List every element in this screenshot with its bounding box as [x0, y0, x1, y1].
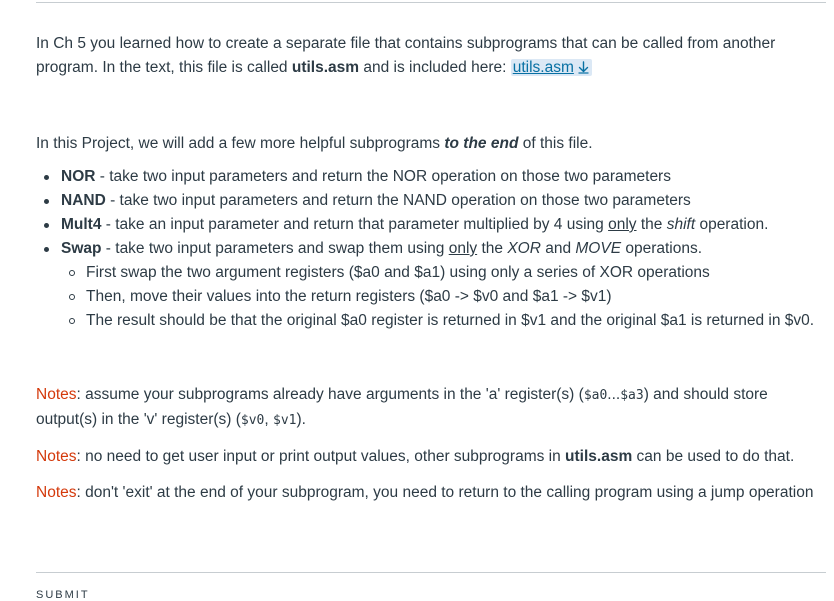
assignment-description	[36, 32, 826, 505]
note-text: : no need to get user input or print output values, other subprograms in	[76, 448, 566, 465]
notes-section	[36, 383, 826, 505]
project-text-2: of this file.	[518, 135, 593, 152]
swap-step: Then, move their values into the return registers ($a0 -> $v0 and $a1 -> $v1)	[61, 285, 826, 309]
note-text: ).	[296, 411, 306, 428]
item-desc: operations.	[621, 240, 703, 257]
item-shift: shift	[666, 216, 696, 233]
item-desc: operation.	[695, 216, 769, 233]
list-item-nand	[36, 189, 826, 213]
project-emphasis: to the end	[444, 135, 519, 152]
utils-download-link-label: utils.asm	[512, 59, 574, 76]
note-text: ) and should store output(s) in the 'v' register(s) (	[36, 386, 768, 428]
list-item-mult4	[36, 213, 826, 237]
note-code: $a3	[620, 388, 644, 403]
item-xor: XOR	[507, 240, 541, 257]
item-desc: - take two input parameters and swap them using	[101, 240, 449, 257]
bottom-divider	[36, 572, 826, 573]
note-io	[36, 445, 826, 469]
note-label: Notes	[36, 386, 77, 403]
swap-step: The result should be that the original $a0 register is returned in $v1 and the original $a1 is returned in $v0.	[61, 309, 826, 333]
note-code: $a0	[583, 388, 608, 403]
note-label: Notes	[36, 448, 77, 465]
download-icon	[577, 58, 590, 82]
top-divider	[36, 2, 826, 3]
note-text: ...	[607, 386, 621, 403]
note-exit	[36, 481, 826, 505]
submit-heading: SUBMIT	[36, 589, 90, 601]
note-label: Notes	[36, 484, 77, 501]
item-desc: - take two input parameters and return the NAND operation on those two parameters	[105, 192, 691, 209]
item-name: Mult4	[61, 216, 102, 233]
utils-download-link[interactable]	[511, 59, 592, 76]
item-only: only	[448, 240, 478, 257]
note-text: ,	[264, 411, 274, 428]
note-registers	[36, 383, 826, 433]
note-text: : don't 'exit' at the end of your subprogram, you need to return to the calling program using a jump operation	[76, 484, 814, 501]
project-text: In this Project, we will add a few more helpful subprograms	[36, 135, 445, 152]
swap-step: First swap the two argument registers ($a0 and $a1) using only a series of XOR operations	[61, 261, 826, 285]
item-desc: - take two input parameters and return the NOR operation on those two parameters	[95, 168, 671, 185]
project-paragraph	[36, 132, 826, 156]
item-name: Swap	[61, 240, 102, 257]
item-desc: and	[540, 240, 576, 257]
note-filename: utils.asm	[565, 448, 633, 465]
item-move: MOVE	[575, 240, 622, 257]
swap-steps-list	[61, 261, 826, 333]
note-text: can be used to do that.	[632, 448, 795, 465]
intro-text-2: and is included here:	[359, 59, 511, 76]
note-code: $v1	[273, 413, 297, 428]
note-text: : assume your subprograms already have arguments in the 'a' register(s) (	[76, 386, 584, 403]
item-name: NOR	[61, 168, 96, 185]
subprogram-list	[36, 165, 826, 333]
intro-filename: utils.asm	[291, 59, 360, 76]
item-desc: the	[636, 216, 667, 233]
item-desc: the	[477, 240, 508, 257]
item-name: NAND	[61, 192, 106, 209]
list-item-swap	[36, 237, 826, 333]
item-desc: - take an input parameter and return that parameter multiplied by 4 using	[101, 216, 609, 233]
intro-text: In Ch 5 you learned how to create a separate file that contains subprograms that can be called from another program. In the text, this file is called	[36, 35, 776, 76]
list-item-nor	[36, 165, 826, 189]
note-code: $v0	[240, 413, 265, 428]
item-only: only	[608, 216, 637, 233]
intro-paragraph	[36, 32, 826, 82]
